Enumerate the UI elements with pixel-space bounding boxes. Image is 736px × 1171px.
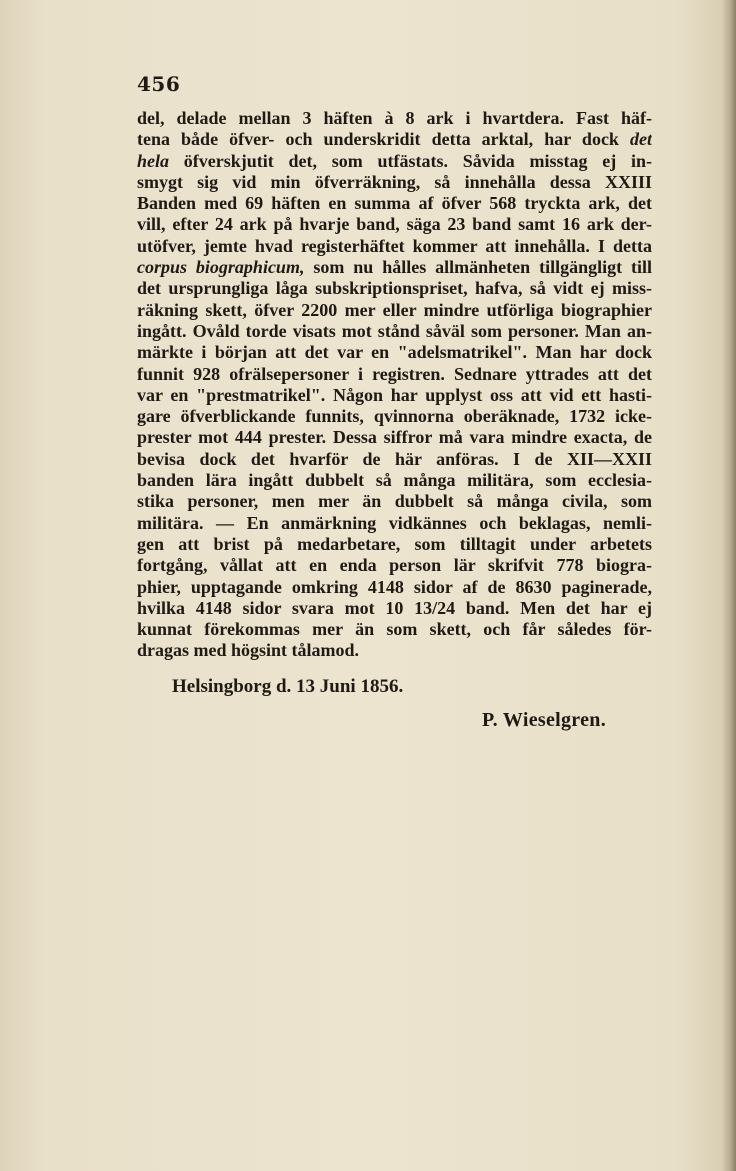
text-line: stika personer, men mer än dubbelt så många civila, som bbox=[137, 491, 652, 512]
text-line: bevisa dock det hvarför de här anföras. I de XII—XXII bbox=[137, 448, 652, 469]
text-line: vill, efter 24 ark på hvarje band, säga 23 band samt 16 ark der- bbox=[137, 214, 652, 235]
page-number: 456 bbox=[137, 72, 181, 96]
text-line: del, delade mellan 3 häften à 8 ark i hvartdera. Fast häf- bbox=[137, 108, 652, 128]
text-line: phier, upptagande omkring 4148 sidor af de 8630 paginerade, bbox=[137, 576, 652, 597]
author-signature: P. Wieselgren. bbox=[482, 709, 607, 731]
text-line: märkte i början att det var en "adelsmatrikel". Man har dock bbox=[137, 342, 652, 363]
text-line: smygt sig vid min öfverräkning, så innehålla dessa XXIII bbox=[137, 171, 652, 192]
text-line: fortgång, vållat att en enda person lär skrifvit 778 biogra- bbox=[137, 555, 652, 576]
text-line: gare öfverblickande funnits, qvinnorna oberäknade, 1732 icke- bbox=[137, 406, 652, 427]
text-line: militära. — En anmärkning vidkännes och beklagas, nemli- bbox=[137, 512, 652, 533]
body-text bbox=[137, 108, 652, 662]
text-line: gen att brist på medarbetare, som tilltagit under arbetets bbox=[137, 533, 652, 554]
text-line: det ursprungliga låga subskriptionspriset, hafva, så vidt ej miss- bbox=[137, 278, 652, 299]
text-line: ingått. Ovåld torde visats mot stånd såväl som personer. Man an- bbox=[137, 320, 652, 341]
text-line: var en "prestmatrikel". Någon har upplyst oss att vid ett hasti- bbox=[137, 384, 652, 405]
text-line: räkning skett, öfver 2200 mer eller mindre utförliga biographier bbox=[137, 299, 652, 320]
text-line: funnit 928 ofrälsepersoner i registren. Sednare yttrades att det bbox=[137, 363, 652, 384]
text-line: hvilka 4148 sidor svara mot 10 13/24 band. Men det har ej bbox=[137, 597, 652, 618]
page-edge-shadow bbox=[722, 0, 736, 1171]
text-line: tena både öfver- och underskridit detta arktal, har dock det bbox=[137, 129, 652, 150]
text-line: banden lära ingått dubbelt så många militära, som ecclesia- bbox=[137, 470, 652, 491]
text-line: Banden med 69 häften en summa af öfver 568 tryckta ark, det bbox=[137, 193, 652, 214]
text-line: corpus biographicum, som nu hålles allmänheten tillgängligt till bbox=[137, 257, 652, 278]
text-line: utöfver, jemte hvad registerhäftet kommer att innehålla. I detta bbox=[137, 235, 652, 256]
text-line: prester mot 444 prester. Dessa siffror må vara mindre exacta, de bbox=[137, 427, 652, 448]
text-line: dragas med högsint tålamod. bbox=[137, 640, 360, 661]
text-line: hela öfverskjutit det, som utfästats. Såvida misstag ej in- bbox=[137, 150, 652, 171]
place-date-line: Helsingborg d. 13 Juni 1856. bbox=[172, 676, 404, 697]
text-line: kunnat förekommas mer än som skett, och får således för- bbox=[137, 619, 652, 640]
